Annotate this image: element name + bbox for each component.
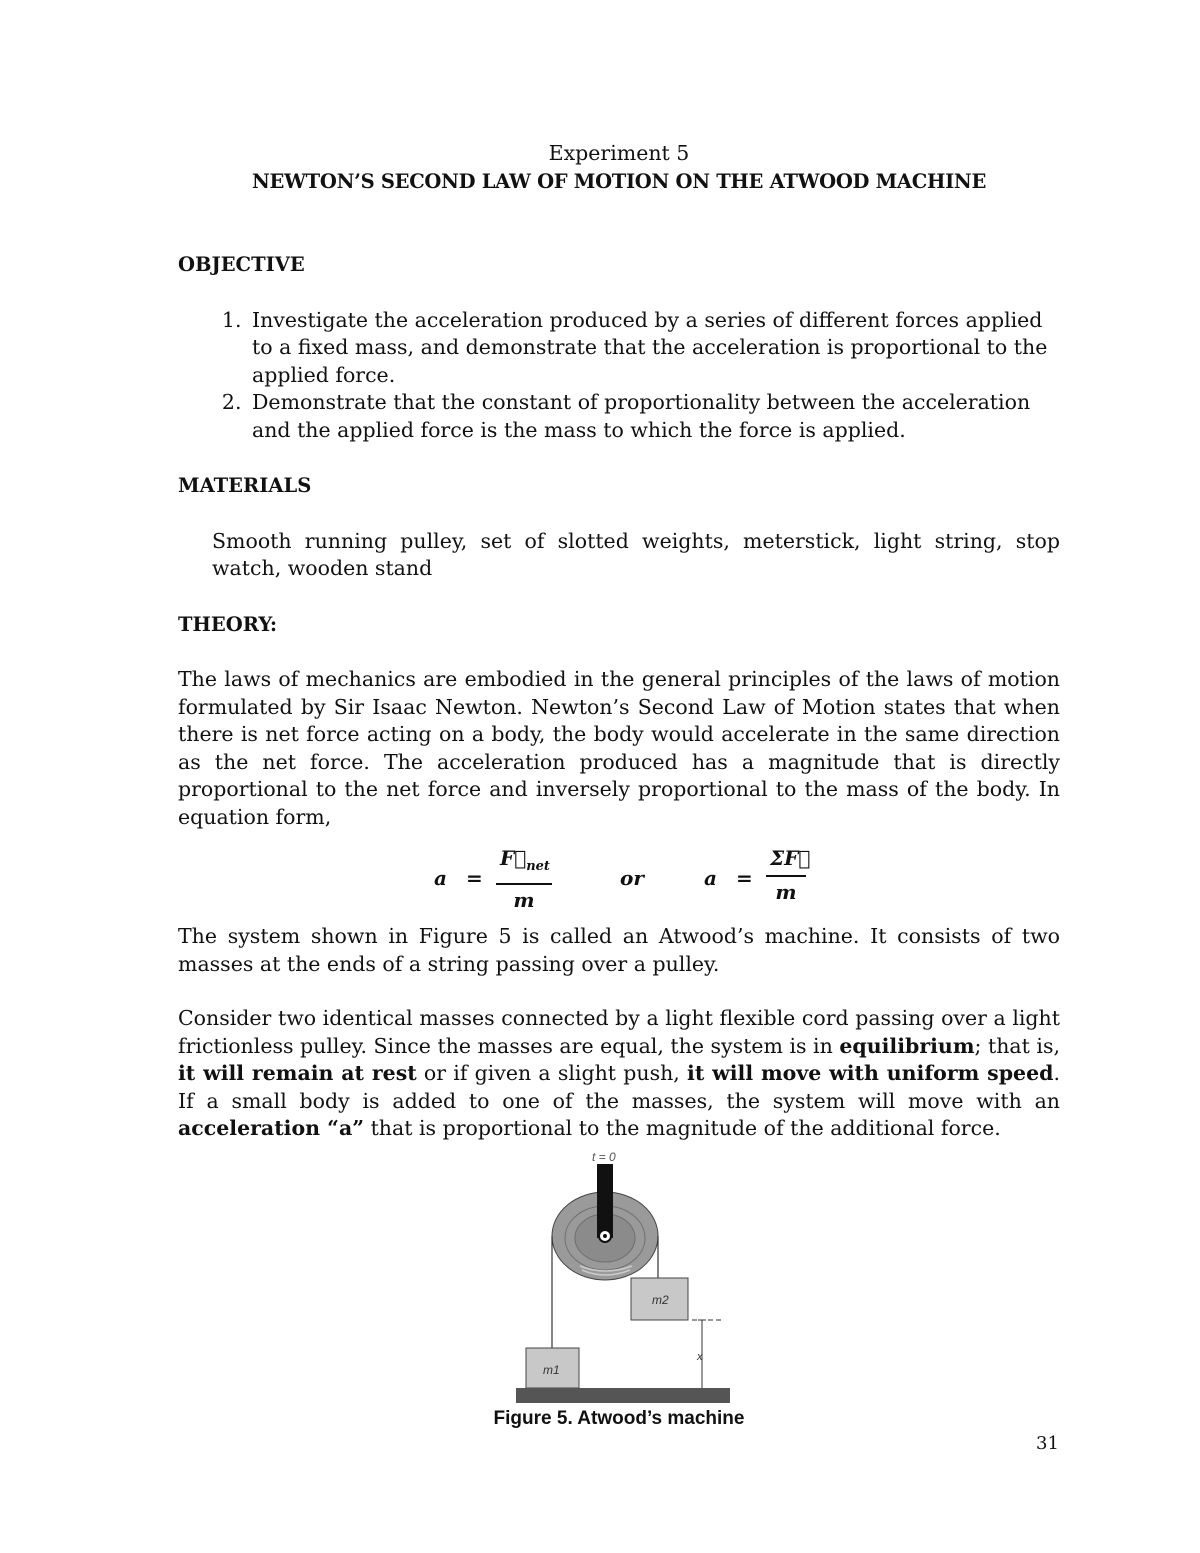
formula-denominator-2: m — [775, 879, 797, 904]
bold-run: it will remain at rest — [178, 1061, 417, 1085]
bold-run: acceleration “a” — [178, 1116, 365, 1140]
formula-or: or — [620, 866, 644, 890]
theory-paragraph-2: The system shown in Figure 5 is called an Atwood’s machine. It consists of two masses at the ends of a string passing over a pulley. — [178, 924, 1060, 976]
formula-equals-2: = — [736, 866, 753, 890]
floor — [516, 1388, 730, 1403]
theory-heading: THEORY: — [178, 612, 278, 636]
theory-paragraph-1: The laws of mechanics are embodied in the general principles of the laws of motion formulated by Sir Isaac Newton. Newton’s Second Law of Motion states that when there is net force acting on a body, the body would accelerate in the same direction as the net force. The acceleration produced has a magnitude that is directly proportional to the net force and inversely proportional to the mass of the body. In equation form, — [178, 667, 1060, 829]
experiment-title: NEWTON’S SECOND LAW OF MOTION ON THE ATWOOD MACHINE — [251, 169, 987, 193]
pulley-axle-center — [603, 1234, 607, 1238]
text-run: ; that is, — [974, 1033, 1060, 1058]
experiment-number: Experiment 5 — [548, 141, 690, 165]
formula-numerator-1-subscript: net — [526, 859, 550, 874]
objective-item: 2. Demonstrate that the constant of proportionality between the acceleration and the applied force is the mass to which the force is applied. — [248, 389, 1060, 444]
bold-run: equilibrium — [839, 1033, 975, 1058]
atwood-machine-figure — [510, 1148, 740, 1408]
text-run: or if given a slight push, — [416, 1061, 688, 1085]
figure-caption: Figure 5. Atwood’s machine — [493, 1408, 745, 1429]
formula-numerator-2: ΣF⃗ — [766, 845, 806, 877]
page-number: 31 — [1036, 1433, 1059, 1454]
objective-list — [178, 307, 1060, 445]
formula-lhs-1: a — [434, 866, 447, 890]
objective-item: 1. Investigate the acceleration produced by a series of different forces applied to a fixed mass, and demonstrate that the acceleration is proportional to the applied force. — [248, 307, 1060, 390]
materials-heading: MATERIALS — [178, 474, 312, 497]
mass-1-label: m1 — [543, 1363, 560, 1377]
support-rod — [597, 1164, 613, 1238]
text-run: . If a small body is added to one of the masses, the system will move with an — [178, 1061, 1060, 1113]
text-run: that is proportional to the magnitude of the additional force. — [364, 1116, 1001, 1140]
formula-fraction-2 — [766, 845, 811, 906]
document-page — [178, 140, 1060, 1143]
newton-second-law-formula — [178, 845, 1060, 913]
objective-heading: OBJECTIVE — [178, 253, 305, 276]
materials-text: Smooth running pulley, set of slotted weights, meterstick, light string, stop watch, wooden stand — [212, 528, 1060, 580]
mass-2-label: m2 — [652, 1293, 669, 1307]
theory-paragraph-3 — [178, 1005, 1060, 1143]
formula-equals-1: = — [466, 866, 483, 890]
formula-lhs-2: a — [704, 866, 717, 890]
formula-denominator-1: m — [513, 887, 535, 912]
formula-numerator-1: F⃗ — [500, 846, 527, 870]
text-run: Consider two identical masses connected by a light flexible cord passing over a light frictionless pulley. Since the masses are equal, the system is in — [178, 1006, 1060, 1058]
time-label: t = 0 — [592, 1150, 616, 1164]
atwood-machine-diagram — [510, 1148, 740, 1408]
distance-label: x — [697, 1351, 703, 1363]
bold-run: it will move with uniform speed — [687, 1061, 1054, 1085]
formula-fraction-1 — [496, 845, 552, 914]
